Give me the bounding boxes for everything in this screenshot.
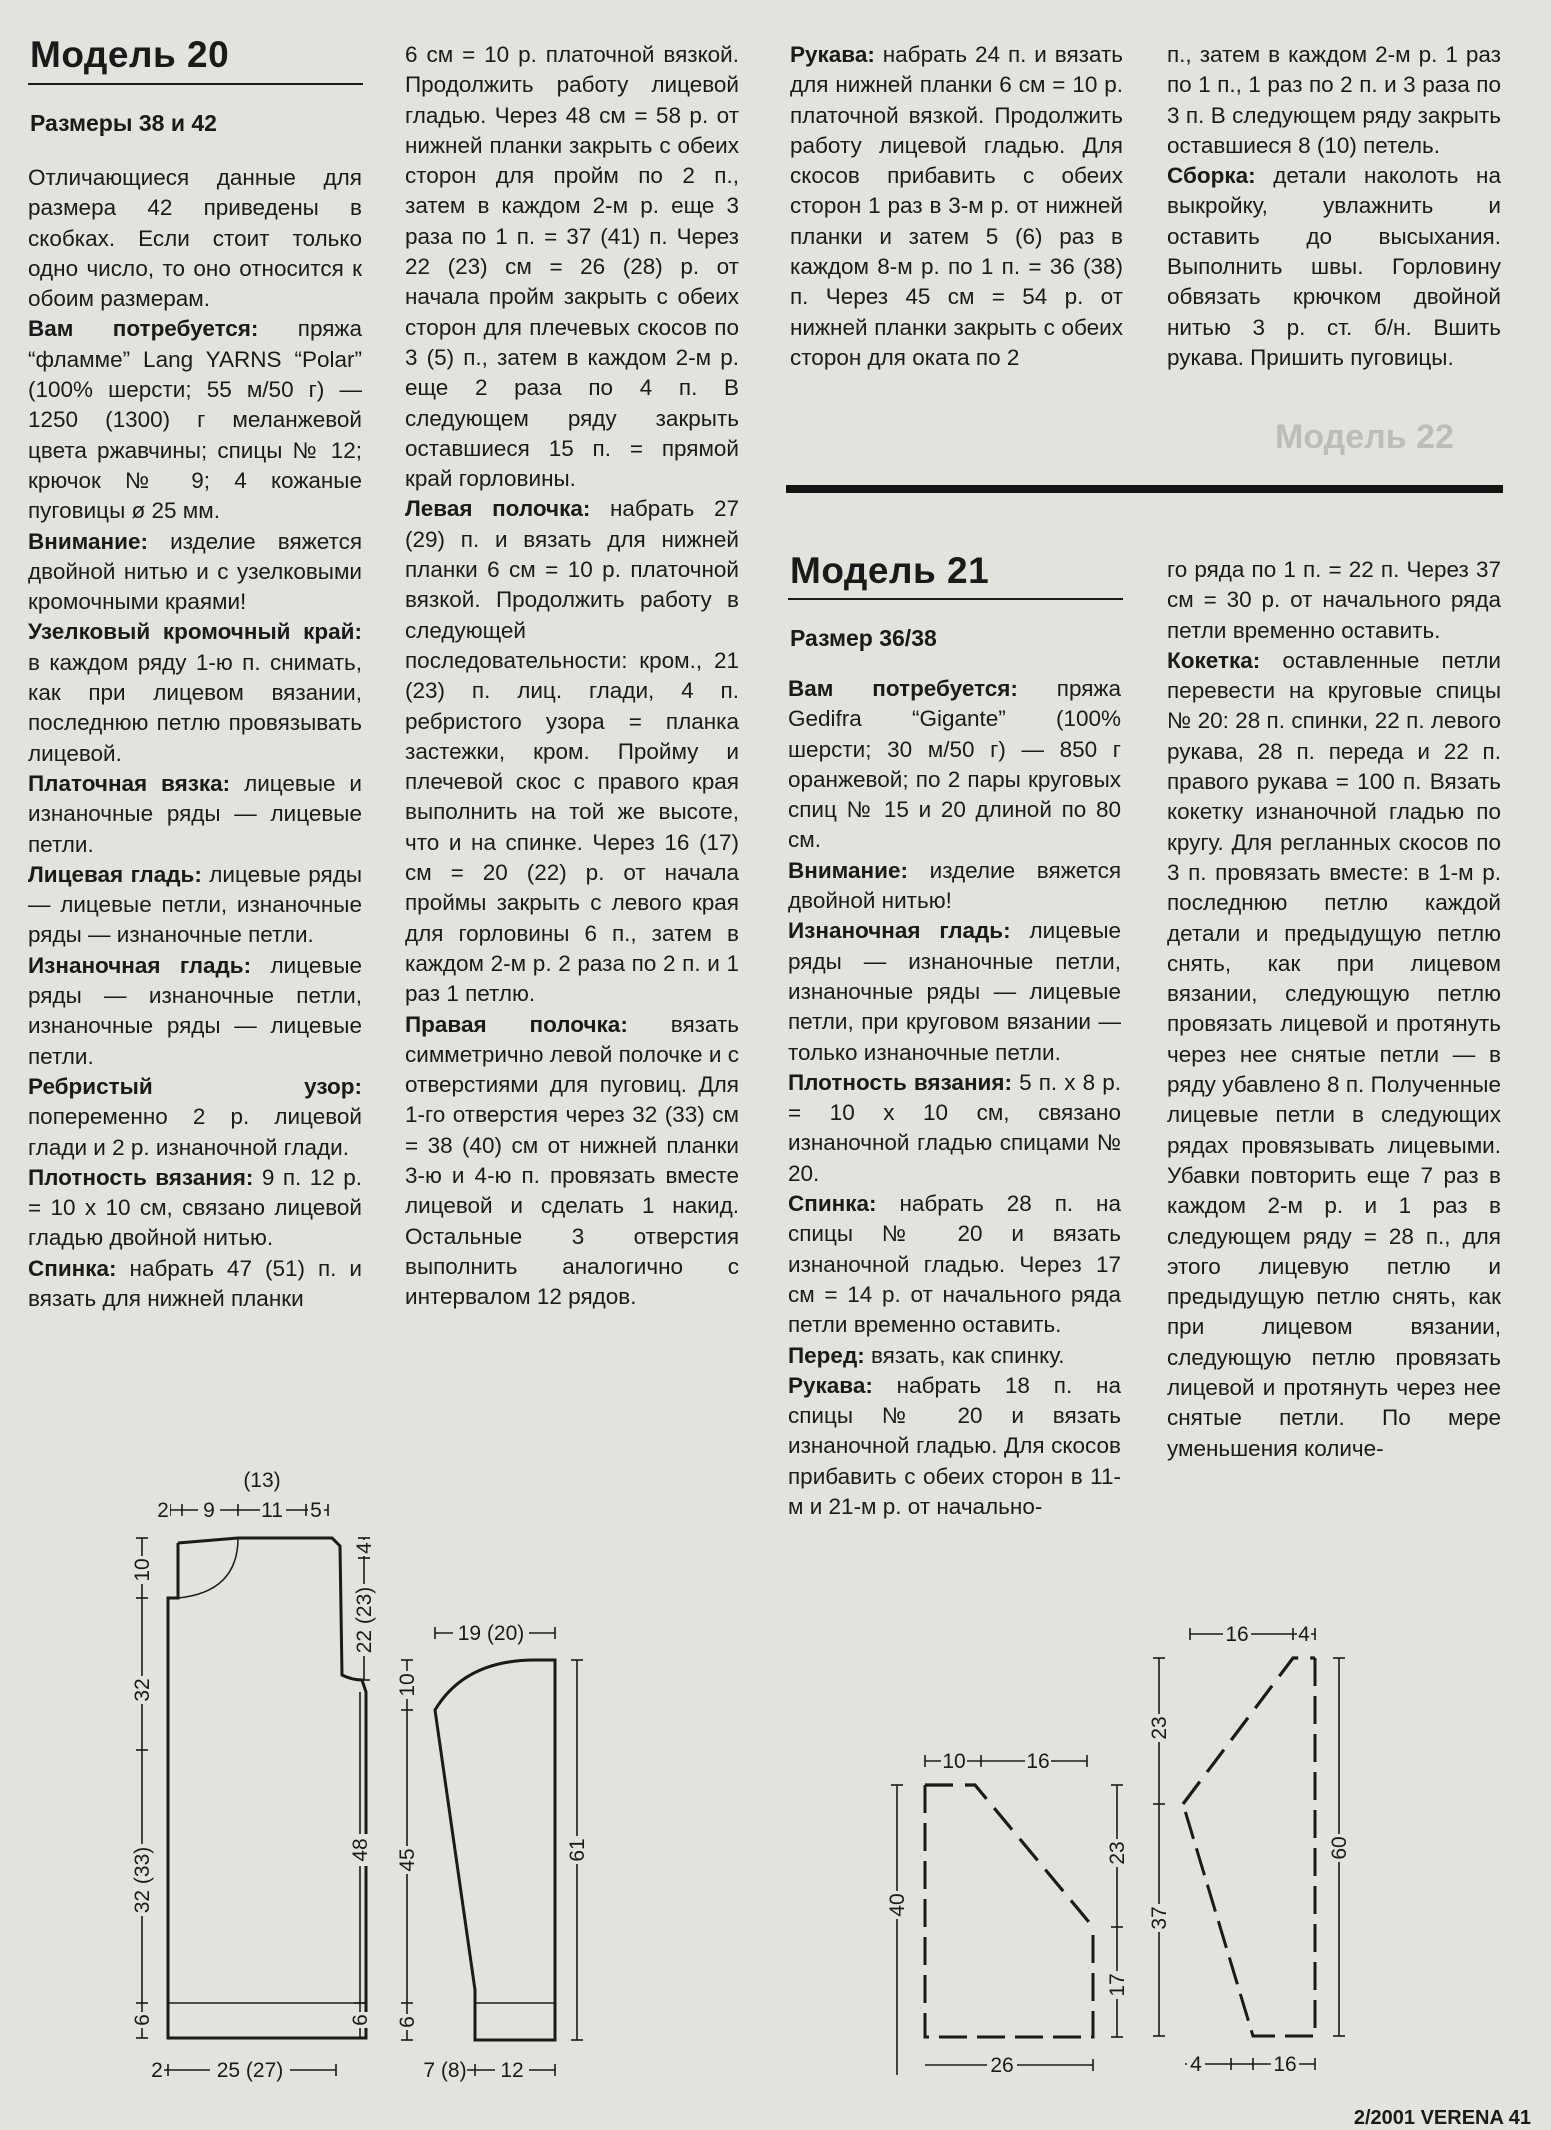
back-text-start: набрать 47 (51) п. и вязать для нижней планки	[28, 1255, 362, 1311]
stockinette-label: Лицевая гладь:	[28, 861, 202, 887]
m21-reverse-paragraph	[788, 916, 1121, 1067]
materials-text: пряжа “фламме” Lang YARNS “Polar” (100% шерсти; 55 м/50 г) — 1250 (1300) г меланжевой цвета ржавчины; спицы № 12; крючок № 9; 4 кожаные пуговицы ø 25 мм.	[28, 316, 362, 524]
sleeve21-raglan	[1183, 1658, 1315, 1804]
dim-left-3: 32 (33)	[131, 1846, 154, 1914]
dim-top: 19 (20)	[457, 1622, 525, 1645]
dim-bottom-1: 2	[151, 2059, 163, 2082]
left-front-paragraph	[405, 494, 739, 1009]
rib-text: попеременно 2 р. лицевой глади и 2 р. изнаночной глади.	[28, 1104, 362, 1160]
dim-top-seg1: 2	[157, 1499, 169, 1522]
gauge-text: 9 п. 12 р. = 10 х 10 см, связано лицевой гладью двойной нитью.	[28, 1164, 362, 1251]
sleeve20-text-start: набрать 24 п. и вязать для нижней планки 6 см = 10 р. платочной вязкой. Продолжить работу лицевой гладью. Для скосов прибавить с обеих сторон 1 раз в 3-м р. от нижней планки и затем 5 (6) раз в каждом 8-м р. по 1 п. = 36 (38) п. Через 45 см = 54 р. от нижней планки закрыть с обеих сторон для оката по 2	[790, 42, 1123, 370]
diagram-body-21	[885, 1745, 1130, 2090]
dim-left-2: 37	[1148, 1906, 1171, 1930]
dim-bottom-1: 4	[1190, 2053, 1202, 2076]
dim-left-2: 32	[131, 1678, 154, 1702]
dim-right: 61	[566, 1838, 589, 1862]
attention-paragraph	[28, 527, 362, 618]
sleeve20-paragraph	[790, 40, 1123, 373]
dim-left-1: 10	[396, 1673, 419, 1697]
right-front-label: Правая полочка:	[405, 1011, 628, 1037]
dim-bottom-2: 16	[1273, 2053, 1297, 2076]
diagram-sleeve-21	[1145, 1618, 1355, 2093]
edge-paragraph	[28, 617, 362, 768]
diagram-sleeve-20	[395, 1620, 595, 2095]
dim-bottom: 26	[990, 2054, 1014, 2077]
model21-title: Модель 21	[790, 550, 990, 591]
m21-front-label: Перед:	[788, 1342, 865, 1368]
body21-outline	[925, 1785, 1093, 2037]
m21-front-paragraph	[788, 1341, 1121, 1371]
dim-right-2: 22 (23)	[353, 1586, 376, 1654]
stockinette-text: лицевые ряды — лицевые петли, изнаночные ряды — изнаночные петли.	[28, 861, 363, 948]
ghost-heading: Модель 22	[1275, 418, 1454, 456]
attention-text: изделие вяжется двойной нитью и с узелковыми кромочными краями!	[28, 528, 362, 615]
dim-left: 40	[886, 1893, 909, 1917]
model20-sizes: Размеры 38 и 42	[30, 110, 217, 136]
body21-raglan	[925, 1785, 1093, 1927]
m21-attention-label: Внимание:	[788, 857, 908, 883]
dim-right-1: 23	[1106, 1841, 1129, 1865]
m21-front-text: вязать, как спинку.	[864, 1342, 1065, 1368]
intro-text: Отличающиеся данные для размера 42 приведены в скобках. Если стоит только одно число, то оно относится к обоим размерам.	[28, 165, 362, 312]
dim-left-2: 45	[396, 1848, 419, 1872]
model20-column-4	[1167, 40, 1501, 373]
page-footer: 2/2001 VERENA 41	[1353, 2107, 1531, 2129]
section-separator	[786, 485, 1503, 493]
model20-column-3	[790, 40, 1123, 373]
model21-size: Размер 36/38	[790, 625, 937, 651]
rib-label: Ребристый узор:	[28, 1073, 362, 1099]
right-front-paragraph	[405, 1010, 739, 1313]
m21-gauge-paragraph	[788, 1068, 1121, 1189]
gauge-paragraph	[28, 1163, 362, 1254]
sleeve21-outline	[1183, 1658, 1315, 2036]
attention-label: Внимание:	[28, 528, 148, 554]
m21-reverse-text: лицевые ряды — изнаночные петли, изнаночные ряды — лицевые петли, при круговом вязании — только изнаночные петли.	[788, 918, 1121, 1065]
reverse-text: лицевые ряды — изнаночные петли, изнаночные ряды — лицевые петли.	[28, 952, 362, 1069]
gauge-label: Плотность вязания:	[28, 1164, 254, 1190]
assembly-label: Сборка:	[1167, 163, 1256, 189]
back-paragraph-cont: 6 см = 10 р. платочной вязкой. Продолжить работу лицевой гладью. Через 48 см = 58 р. от нижней планки закрыть с обеих сторон для пройм по 2 п., затем в каждом 2-м р. еще 3 раза по 1 п. = 37 (41) п. Через 22 (23) см = 26 (28) р. от начала пройм закрыть с обеих сторон для плечевых скосов по 3 (5) п., затем в каждом 2-м р. еще 2 раза по 4 п. В следующем ряду закрыть оставшиеся 15 п. = прямой край горловины.	[405, 42, 739, 492]
m21-sleeve-paragraph-cont: го ряда по 1 п. = 22 п. Через 37 см = 30 р. от начального ряда петли временно оставить.	[1167, 557, 1501, 643]
m21-gauge-text: 5 п. х 8 р. = 10 х 10 см, связано изнаночной гладью спицами № 20.	[788, 1069, 1122, 1186]
model20-column-2	[405, 40, 739, 1312]
dim-top-2: 16	[1026, 1750, 1050, 1773]
assembly-paragraph	[1167, 161, 1501, 373]
dim-right-4: 6	[349, 2014, 372, 2026]
dim-left-1: 23	[1148, 1716, 1171, 1740]
left-front-text: набрать 27 (29) п. и вязать для нижней планки 6 см = 10 р. платочной вязкой. Продолжить работу в следующей последовательности: кром., 21 (23) п. лиц. глади, 4 п. ребристого узора = планка застежки, кром. Пройму и плечевой скос с правого края выполнить на той же высоте, что и на спинке. Через 16 (17) см = 20 (22) р. от начала проймы закрыть с левого края для горловины 6 п., затем в каждом 2-м р. 2 раза по 2 п. и 1 раз 1 петлю.	[405, 496, 739, 1007]
dim-right: 60	[1328, 1836, 1351, 1860]
m21-reverse-label: Изнаночная гладь:	[788, 918, 1011, 944]
diagram-back-front	[120, 1470, 380, 2105]
dim-bottom-2: 12	[500, 2059, 524, 2082]
dim-top-1: 10	[942, 1750, 966, 1773]
m21-sleeve-text-start: набрать 18 п. на спицы № 20 и вязать изнаночной гладью. Для скосов прибавить с обеих сторон в 11-м и 21-м р. от начально-	[788, 1372, 1121, 1520]
right-front-text: вязать симметрично левой полочке и с отверстиями для пуговиц. Для 1-го отверстия через 32 (33) см = 38 (40) см от нижней планки 3-ю и 4-ю п. провязать вместе лицевой и сделать 1 накид. Остальные 3 отверстия выполнить аналогично с интервалом 12 рядов.	[405, 1011, 739, 1310]
materials-label: Вам потребуется:	[28, 316, 259, 342]
dim-left-3: 6	[396, 2016, 419, 2028]
m21-materials-label: Вам потребуется:	[788, 676, 1018, 701]
m21-attention-text: изделие вяжется двойной нитью!	[788, 857, 1121, 914]
dim-right-1: 4	[353, 1542, 376, 1554]
back-label: Спинка:	[28, 1255, 117, 1281]
back-paragraph-start	[28, 1254, 362, 1315]
garter-text: лицевые и изнаночные ряды — лицевые петли.	[28, 770, 363, 857]
dim-bottom-2: 25 (27)	[216, 2059, 284, 2082]
m21-sleeve-paragraph	[788, 1371, 1121, 1522]
title-underline	[788, 598, 1123, 600]
model20-column-1	[28, 163, 362, 1314]
rib-paragraph	[28, 1072, 362, 1163]
dim-top-seg3: 11	[261, 1499, 283, 1522]
sleeve20-outline	[435, 1660, 555, 2040]
m21-yoke-paragraph	[1167, 646, 1501, 1464]
m21-gauge-label: Плотность вязания:	[788, 1069, 1012, 1095]
sleeve20-label: Рукава:	[790, 42, 875, 67]
dim-left-4: 6	[131, 2014, 154, 2026]
stockinette-paragraph	[28, 860, 362, 951]
m21-back-label: Спинка:	[788, 1191, 877, 1217]
back-front-outline	[168, 1538, 366, 2038]
garter-paragraph	[28, 769, 362, 860]
model21-column-1	[788, 674, 1121, 1522]
edge-label: Узелковый кромочный край:	[28, 619, 362, 645]
left-front-label: Левая полочка:	[405, 496, 591, 522]
m21-attention-paragraph	[788, 856, 1121, 917]
reverse-label: Изнаночная гладь:	[28, 952, 252, 978]
garter-label: Платочная вязка:	[28, 770, 231, 796]
m21-yoke-label: Кокетка:	[1167, 647, 1261, 673]
materials-paragraph	[28, 314, 362, 526]
dim-top-total: (13)	[243, 1469, 281, 1492]
m21-sleeve-label: Рукава:	[788, 1372, 873, 1398]
model20-title: Модель 20	[30, 34, 230, 75]
dim-top-2: 4	[1298, 1623, 1310, 1646]
title-underline	[28, 83, 363, 85]
sleeve20-paragraph-cont: п., затем в каждом 2-м р. 1 раз по 1 п., 1 раз по 2 п. и 3 раза по 3 п. В следующем ряду закрыть оставшиеся 8 (10) петель.	[1167, 42, 1501, 158]
dim-right-3: 48	[349, 1838, 372, 1862]
model21-column-2	[1167, 555, 1501, 1464]
edge-text: в каждом ряду 1-ю п. снимать, как при лицевом вязании, последнюю петлю провязывать лицевой.	[28, 649, 362, 766]
dim-top-seg4: 5	[310, 1499, 322, 1522]
dim-top-seg2: 9	[203, 1499, 215, 1522]
dim-left-1: 10	[131, 1558, 154, 1582]
dim-bottom-1: 7 (8)	[423, 2059, 467, 2082]
m21-yoke-text: оставленные петли перевести на круговые спицы № 20: 28 п. спинки, 22 п. левого рукава, 28 п. переда и 22 п. правого рукава = 100 п. Вязать кокетку изнаночной гладью по кругу. Для регланных скосов по 3 п. провязать вместе: в 1-м р. последнюю петлю каждой детали и предыдущую петлю снять, как при лицевом вязании, следующую петлю провязать лицевой и протянуть через нее снятые петли — в ряду убавлено 8 п. Полученные лицевые петли в следующих рядах провязывать лицевыми. Убавки повторить еще 7 раз в каждом 2-м р. и 1 раз в следующем ряду = 28 п., для этого лицевую петлю и предыдущую петлю снять, как при лицевом вязании, следующую петлю провязать лицевой и протянуть через нее снятые петли. По мере уменьшения количе-	[1167, 647, 1501, 1461]
m21-back-text: набрать 28 п. на спицы № 20 и вязать изнаночной гладью. Через 17 см = 14 р. от начального ряда петли временно оставить.	[788, 1191, 1121, 1338]
m21-materials-paragraph	[788, 674, 1121, 856]
neckline-curve	[178, 1538, 238, 1598]
dim-top-1: 16	[1225, 1623, 1249, 1646]
m21-materials-text: пряжа Gedifra “Gigante” (100% шерсти; 30 м/50 г) — 850 г оранжевой; по 2 пары круговых спиц № 15 и 20 длиной по 80 см.	[788, 676, 1121, 853]
assembly-text: детали наколоть на выкройку, увлажнить и оставить до высыхания. Выполнить швы. Горловину обвязать крючком двойной нитью 3 р. ст. б/н. Вшить рукава. Пришить пуговицы.	[1167, 163, 1501, 370]
reverse-paragraph	[28, 951, 362, 1072]
dim-right-2: 17	[1106, 1973, 1129, 1997]
m21-back-paragraph	[788, 1189, 1121, 1340]
